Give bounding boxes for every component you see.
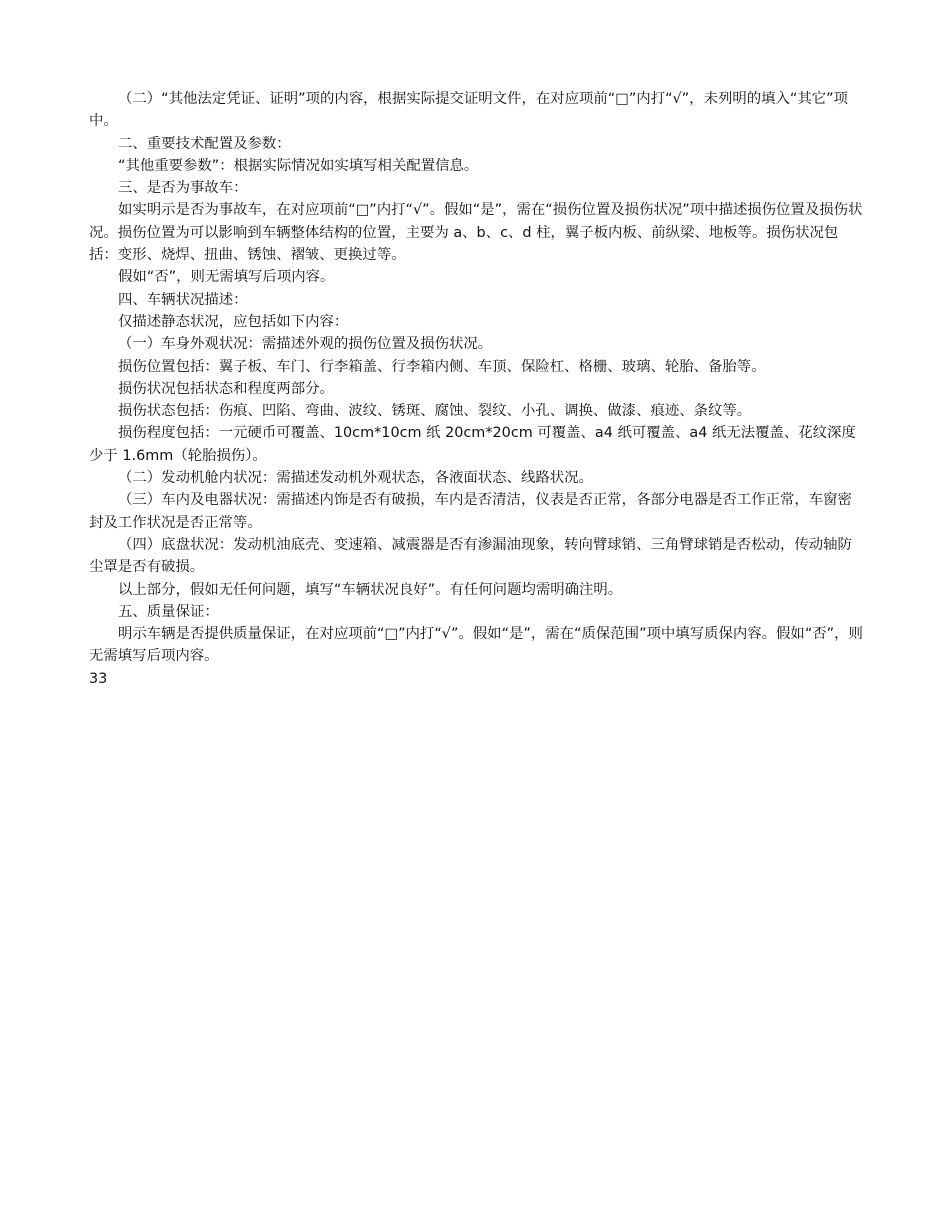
heading-vehicle-condition: 四、车辆状况描述：: [118, 291, 248, 308]
paragraph-chassis: （四）底盘状况：发动机油底壳、变速箱、减震器是否有渗漏油现象，转向臂球销、三角臂球销是否松动，传动轴防尘罩是否有破损。: [89, 536, 852, 576]
paragraph-quality-guarantee: 明示车辆是否提供质量保证，在对应项前“□”内打“√”。假如“是”，需在“质保范围”项中填写质保内容。假如“否”，则无需填写后项内容。: [89, 626, 863, 665]
paragraph-damage-location: 损伤位置包括：翼子板、车门、行李箱盖、行李箱内侧、车顶、保险杠、格栅、玻璃、轮胎、备胎等。: [118, 358, 766, 375]
paragraph-damage-condition: 损伤状况包括状态和程度两部分。: [118, 380, 334, 397]
paragraph-damage-state: 损伤状态包括：伤痕、凹陷、弯曲、波纹、锈斑、腐蚀、裂纹、小孔、调换、做漆、痕迹、条纹等。: [118, 403, 752, 420]
paragraph-accident-no: 假如“否”，则无需填写后项内容。: [118, 269, 335, 286]
page-number: 33: [89, 670, 108, 687]
heading-accident-vehicle: 三、是否为事故车：: [118, 180, 248, 197]
paragraph-no-issues: 以上部分，假如无任何问题，填写“车辆状况良好”。有任何问题均需明确注明。: [118, 581, 623, 598]
paragraph-accident-description: 如实明示是否为事故车，在对应项前“□”内打“√”。假如“是”，需在“损伤位置及损伤状况”项中描述损伤位置及损伤状况。损伤位置为可以影响到车辆整体结构的位置，主要为 a、b、c、d 柱，翼子板内板、前纵梁、地板等。损伤状况包括：变形、烧焊、扭曲、锈蚀、褶皱、更换过等。: [89, 202, 863, 264]
paragraph-engine-bay: （二）发动机舱内状况：需描述发动机外观状态，各液面状态、线路状况。: [118, 470, 593, 487]
paragraph-interior-electrical: （三）车内及电器状况：需描述内饰是否有破损，车内是否清洁，仪表是否正常，各部分电器是否工作正常，车窗密封及工作状况是否正常等。: [89, 492, 852, 531]
paragraph-damage-degree: 损伤程度包括：一元硬币可覆盖、10cm*10cm 纸 20cm*20cm 可覆盖、a4 纸可覆盖、a4 纸无法覆盖、花纹深度少于 1.6mm（轮胎损伤）。: [89, 425, 856, 464]
document-page: [89, 88, 864, 690]
heading-technical-config: 二、重要技术配置及参数：: [118, 135, 291, 152]
heading-quality-guarantee: 五、质量保证：: [118, 603, 219, 620]
paragraph-body-exterior: （一）车身外观状况：需描述外观的损伤位置及损伤状况。: [118, 336, 493, 353]
paragraph-static-condition: 仅描述静态状况，应包括如下内容：: [118, 313, 349, 330]
paragraph-other-legal-certificates: （二）“其他法定凭证、证明”项的内容，根据实际提交证明文件，在对应项前“□”内打“√”，未列明的填入“其它”项中。: [89, 91, 848, 130]
paragraph-other-parameters: “其他重要参数”：根据实际情况如实填写相关配置信息。: [118, 157, 479, 174]
